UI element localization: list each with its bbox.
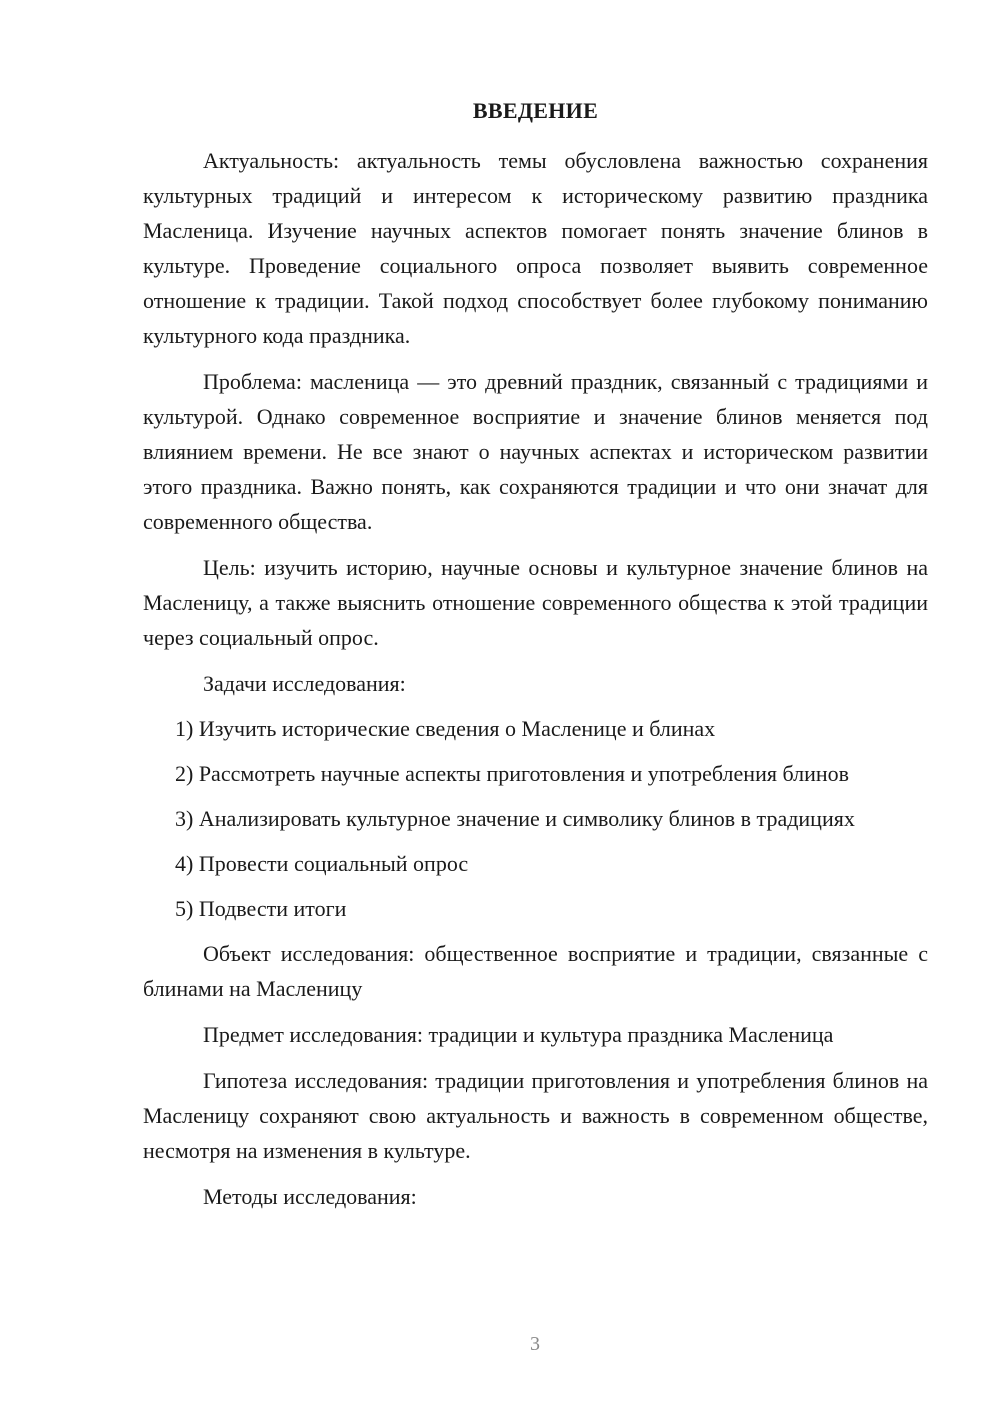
page-content	[143, 95, 928, 1225]
hypothesis-paragraph: Гипотеза исследования: традиции приготовления и употребления блинов на Масленицу сохраняют свою актуальность и важность в современном обществе, несмотря на изменения в культуре.	[143, 1068, 928, 1163]
object-paragraph: Объект исследования: общественное восприятие и традиции, связанные с блинами на Масленицу	[143, 941, 928, 1001]
task-item: 5) Подвести итоги	[175, 896, 347, 921]
goal-paragraph: Цель: изучить историю, научные основы и культурное значение блинов на Масленицу, а также выяснить отношение современного общества к этой традиции через социальный опрос.	[143, 555, 928, 650]
task-item: 4) Провести социальный опрос	[175, 851, 469, 876]
subject-paragraph: Предмет исследования: традиции и культура праздника Масленица	[203, 1022, 834, 1047]
task-item: 2) Рассмотреть научные аспекты приготовления и употребления блинов	[175, 761, 850, 786]
section-heading: ВВЕДЕНИЕ	[472, 98, 599, 123]
relevance-paragraph: Актуальность: актуальность темы обусловлена важностью сохранения культурных традиций и интересом к историческому развитию праздника Масленица. Изучение научных аспектов помогает понять значение блинов в культуре. Проведение социального опроса позволяет выявить современное отношение к традиции. Такой подход способствует более глубокому пониманию культурного кода праздника.	[143, 148, 928, 348]
tasks-list	[143, 711, 928, 926]
problem-paragraph: Проблема: масленица — это древний праздник, связанный с традициями и культурой. Однако современное восприятие и значение блинов меняется под влиянием времени. Не все знают о научных аспектах и историческом развитии этого праздника. Важно понять, как сохраняются традиции и что они значат для современного общества.	[143, 369, 928, 534]
page-number: 3	[530, 1333, 540, 1355]
task-item: 1) Изучить исторические сведения о Масленице и блинах	[175, 716, 716, 741]
task-item: 3) Анализировать культурное значение и символику блинов в традициях	[175, 806, 855, 831]
tasks-heading: Задачи исследования:	[203, 671, 406, 696]
methods-heading: Методы исследования:	[203, 1184, 417, 1209]
